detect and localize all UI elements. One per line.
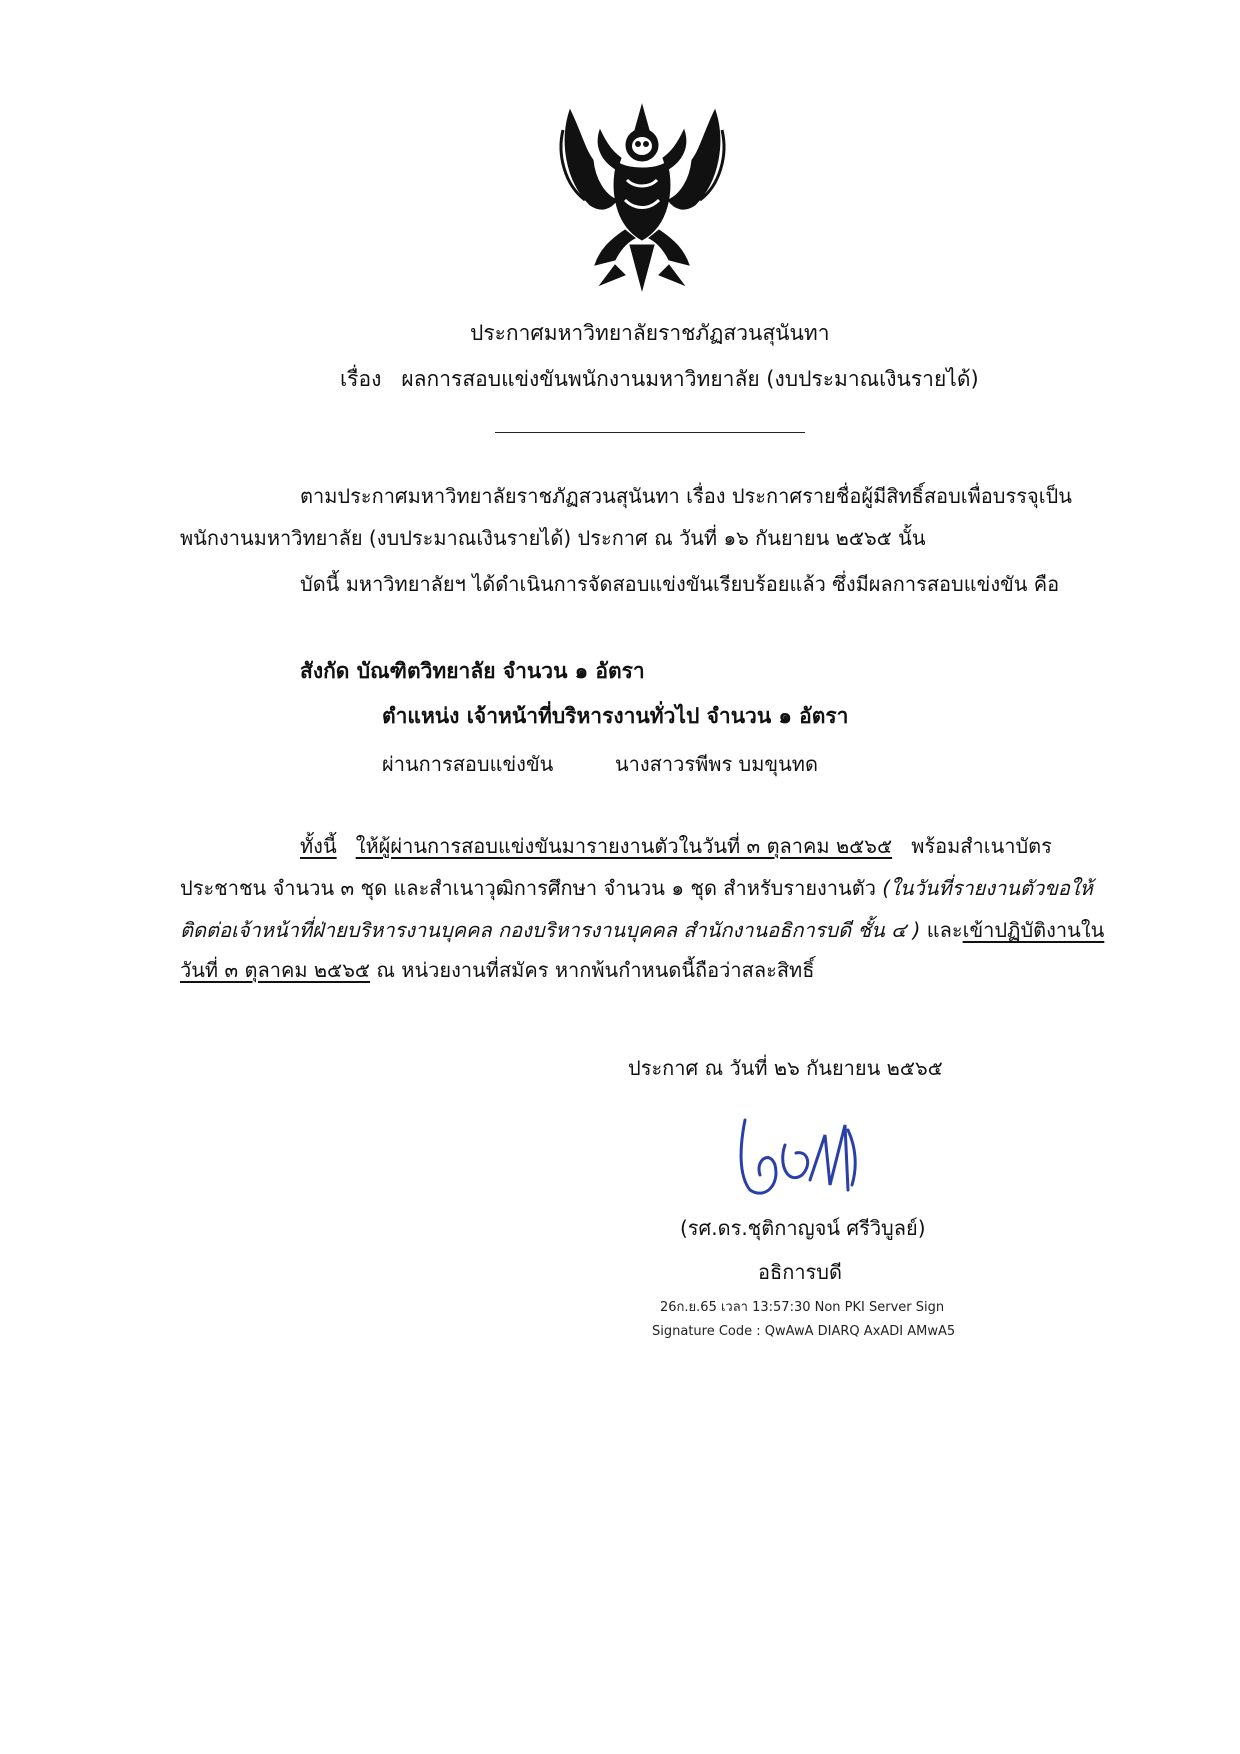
- signer-title: อธิการบดี: [758, 1260, 842, 1284]
- signature-icon: [730, 1105, 870, 1200]
- sign-meta-code: Signature Code : QwAwA DIARQ AxADI AMwA5: [652, 1324, 956, 1339]
- instruction-start-date: วันที่ ๓ ตุลาคม ๒๕๖๕: [180, 958, 371, 982]
- intro-line-1: ตามประกาศมหาวิทยาลัยราชภัฏสวนสุนันทา เรื่อง ประกาศรายชื่อผู้มีสิทธิ์สอบเพื่อบรรจุเป็น: [300, 484, 1072, 508]
- result-position: ตำแหน่ง เจ้าหน้าที่บริหารงานทั่วไป จำนวน ๑ อัตรา: [382, 704, 849, 728]
- instruction-emphasis-1: ทั้งนี้: [300, 834, 337, 858]
- instruction-line-1: [300, 830, 1052, 862]
- subject-label: เรื่อง: [340, 367, 382, 391]
- announcement-date: ประกาศ ณ วันที่ ๒๖ กันยายน ๒๕๖๕: [628, 1056, 943, 1080]
- result-unit: สังกัด บัณฑิตวิทยาลัย จำนวน ๑ อัตรา: [300, 659, 645, 683]
- garuda-emblem-icon: [555, 100, 730, 295]
- intro-line-2: พนักงานมหาวิทยาลัย (งบประมาณเงินรายได้) ประกาศ ณ วันที่ ๑๖ กันยายน ๒๕๖๕ นั้น: [180, 526, 926, 550]
- instruction-report-date: ให้ผู้ผ่านการสอบแข่งขันมารายงานตัวในวันที่ ๓ ตุลาคม ๒๕๖๕: [355, 834, 893, 858]
- instruction-text-1: พร้อมสำเนาบัตร: [911, 834, 1052, 858]
- intro-line-3: บัดนี้ มหาวิทยาลัยฯ ได้ดำเนินการจัดสอบแข่งขันเรียบร้อยแล้ว ซึ่งมีผลการสอบแข่งขัน คือ: [300, 572, 1060, 596]
- subject-line: [340, 364, 979, 394]
- signer-name: (รศ.ดร.ชุติกาญจน์ ศรีวิบูลย์): [680, 1216, 926, 1240]
- instruction-text-4: ณ หน่วยงานที่สมัคร หากพ้นกำหนดนี้ถือว่าสละสิทธิ์: [370, 958, 815, 982]
- passed-label: ผ่านการสอบแข่งขัน: [382, 752, 554, 776]
- instruction-text-3: และ: [920, 918, 963, 942]
- instruction-note-2: ติดต่อเจ้าหน้าที่ฝ่ายบริหารงานบุคคล กองบริหารงานบุคคล สำนักงานอธิการบดี ชั้น ๔ ): [180, 918, 921, 942]
- sign-meta-time: 26ก.ย.65 เวลา 13:57:30 Non PKI Server Sign: [660, 1300, 945, 1315]
- instruction-note-1: (ในวันที่รายงานตัวขอให้: [882, 876, 1093, 900]
- document-title: ประกาศมหาวิทยาลัยราชภัฏสวนสุนันทา: [470, 321, 830, 345]
- instruction-start-work: เข้าปฏิบัติงานใน: [962, 918, 1105, 942]
- instruction-text-2: ประชาชน จำนวน ๓ ชุด และสำเนาวุฒิการศึกษา จำนวน ๑ ชุด สำหรับรายงานตัว: [180, 876, 883, 900]
- passed-name: นางสาวรพีพร บมขุนทด: [615, 752, 818, 776]
- instruction-line-2: [180, 872, 1093, 904]
- divider: [495, 432, 805, 433]
- instruction-line-4: [180, 954, 814, 986]
- subject-text: ผลการสอบแข่งขันพนักงานมหาวิทยาลัย (งบประมาณเงินรายได้): [401, 367, 979, 391]
- instruction-line-3: [180, 914, 1104, 946]
